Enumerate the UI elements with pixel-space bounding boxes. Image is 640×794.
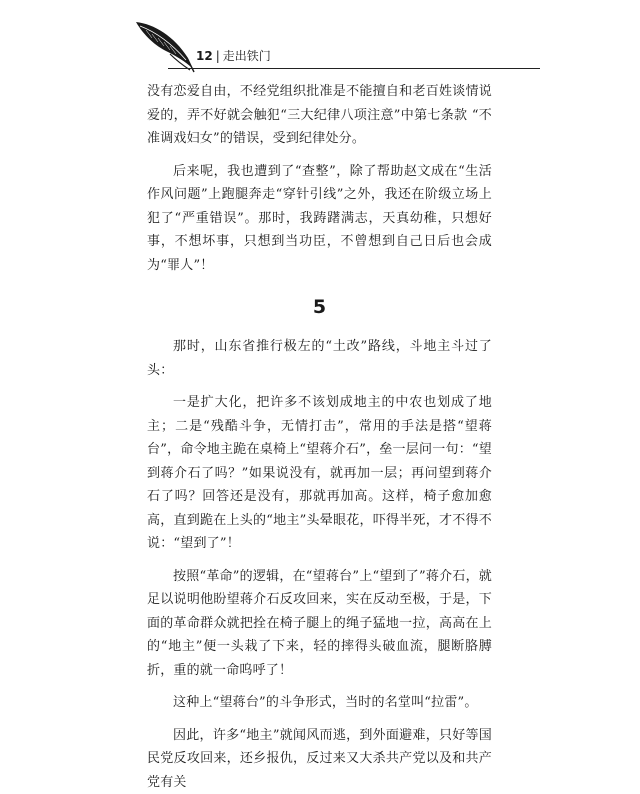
feather-quill-icon [130, 18, 200, 74]
paragraph: 因此，许多“地主”就闻风而逃，到外面避难，只好等国民党反攻回来，还乡报仇，反过来又大杀共产党以及和共产党有关 [147, 724, 492, 794]
header-separator: | [216, 49, 220, 63]
page-body [147, 80, 492, 794]
paragraph: 这种上“望蒋台”的斗争形式，当时的名堂叫“拉雷”。 [147, 691, 492, 715]
paragraph: 按照“革命”的逻辑，在“望蒋台”上“望到了”蒋介石，就足以说明他盼望蒋介石反攻回来，实在反动至极，于是，下面的革命群众就把拴在椅子腿上的绳子猛地一拉，高高在上的“地主”便一头栽了下来，轻的摔得头破血流，腿断胳膊折，重的就一命呜呼了！ [147, 565, 492, 683]
paragraph: 没有恋爱自由，不经党组织批准是不能擅自和老百姓谈情说爱的，弄不好就会触犯“三大纪律八项注意”中第七条款 “不准调戏妇女”的错误，受到纪律处分。 [147, 80, 492, 151]
header-rule [168, 68, 540, 69]
running-header [130, 18, 540, 74]
paragraph: 一是扩大化，把许多不该划成地主的中农也划成了地主；二是“残酷斗争，无情打击”，常用的手法是搭“望蒋台”，命令地主跪在桌椅上“望蒋介石”，垒一层问一句：“望到蒋介石了吗？”如果说没有，就再加一层；再问望到蒋介石了吗？回答还是没有，那就再加高。这样，椅子愈加愈高，直到跪在上头的“地主”头晕眼花，吓得半死，才不得不说：“望到了”！ [147, 391, 492, 556]
section-heading: 5 [147, 295, 492, 319]
book-title: 走出铁门 [223, 49, 271, 63]
page-number: 12 [196, 49, 213, 63]
header-text [196, 48, 271, 64]
paragraph: 后来呢，我也遭到了“查整”，除了帮助赵文成在“生活作风问题”上跑腿奔走“穿针引线”之外，我还在阶级立场上犯了“严重错误”。那时，我踌躇满志，天真幼稚，只想好事，不想坏事，只想到当功臣，不曾想到自己日后也会成为“罪人”！ [147, 160, 492, 278]
paragraph: 那时，山东省推行极左的“土改”路线，斗地主斗过了头： [147, 335, 492, 382]
